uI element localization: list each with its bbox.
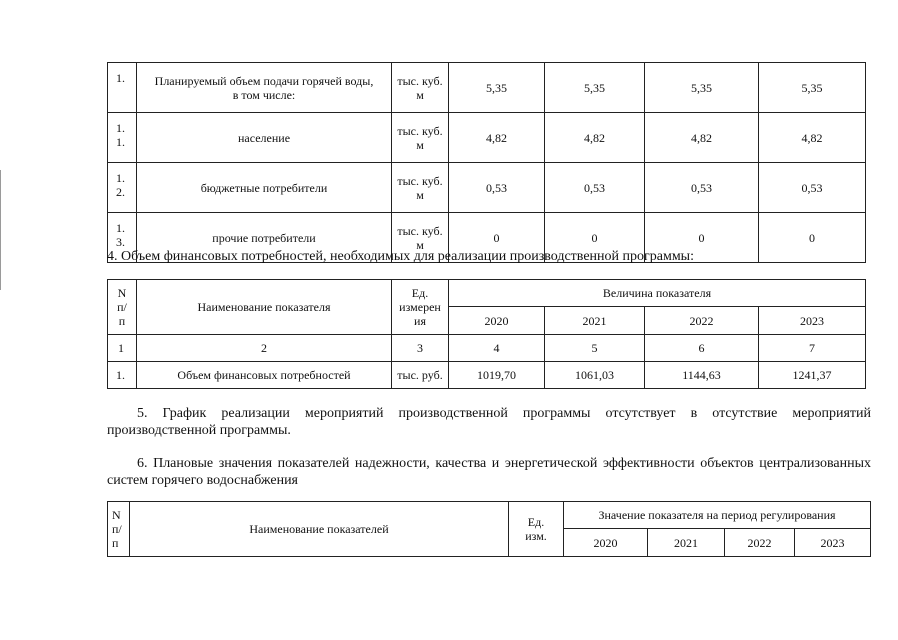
- header-year-2020: 2020: [564, 529, 648, 557]
- row-value-2022: 0,53: [645, 163, 759, 213]
- row-value-2023: 5,35: [759, 63, 866, 113]
- row-value-2020: 0: [449, 213, 545, 263]
- header-year-2021: 2021: [545, 307, 645, 335]
- row-value-2020: 0,53: [449, 163, 545, 213]
- row-value-2023: 0,53: [759, 163, 866, 213]
- header-year-2022: 2022: [725, 529, 795, 557]
- table-row: [108, 335, 866, 362]
- row-value-2023: 4,82: [759, 113, 866, 163]
- section-6-text: 6. Плановые значения показателей надежности, качества и энергетической эффективности объектов централизованных систем горячего водоснабжения: [107, 456, 871, 488]
- index-cell: 3: [392, 335, 449, 362]
- row-value-2023: 1241,37: [759, 362, 866, 389]
- row-value-2023: 0: [759, 213, 866, 263]
- row-value-2021: 4,82: [545, 113, 645, 163]
- table-row: [108, 163, 866, 213]
- table-row: [108, 63, 866, 113]
- row-value-2022: 0: [645, 213, 759, 263]
- header-number: N п/ п: [108, 280, 137, 335]
- header-unit: Ед. изм.: [509, 502, 564, 557]
- row-value-2022: 1144,63: [645, 362, 759, 389]
- row-number: 1. 1.: [108, 113, 137, 163]
- row-unit: тыс. руб.: [392, 362, 449, 389]
- header-name: Наименование показателей: [130, 502, 509, 557]
- table-row: [108, 113, 866, 163]
- section-4-heading: 4. Объем финансовых потребностей, необходимых для реализации производственной программы:: [107, 249, 694, 264]
- row-number: 1.: [108, 63, 137, 113]
- row-name: прочие потребители: [137, 213, 392, 263]
- row-name: Объем финансовых потребностей: [137, 362, 392, 389]
- row-value-2021: 1061,03: [545, 362, 645, 389]
- index-cell: 1: [108, 335, 137, 362]
- header-year-2021: 2021: [648, 529, 725, 557]
- header-value-group: Величина показателя: [449, 280, 866, 307]
- section-5-text: 5. График реализации мероприятий производственной программы отсутствует в отсутствие мероприятий производственной программы.: [107, 406, 871, 438]
- row-unit: тыс. куб. м: [392, 63, 449, 113]
- row-value-2020: 5,35: [449, 63, 545, 113]
- header-number: N п/ п: [108, 502, 130, 557]
- index-cell: 5: [545, 335, 645, 362]
- financial-needs-table: [107, 279, 866, 389]
- section-5-paragraph: [107, 405, 871, 439]
- index-cell: 7: [759, 335, 866, 362]
- row-value-2020: 1019,70: [449, 362, 545, 389]
- row-value-2021: 5,35: [545, 63, 645, 113]
- row-number: 1.: [108, 362, 137, 389]
- hot-water-volume-table: [107, 62, 866, 263]
- header-unit: Ед. измерен ия: [392, 280, 449, 335]
- row-number: 1. 3.: [108, 213, 137, 263]
- header-value-group: Значение показателя на период регулирования: [564, 502, 871, 529]
- row-value-2021: 0: [545, 213, 645, 263]
- section-6-paragraph: [107, 455, 871, 489]
- reliability-indicators-table: [107, 501, 871, 557]
- header-year-2023: 2023: [795, 529, 871, 557]
- index-cell: 4: [449, 335, 545, 362]
- row-name: бюджетные потребители: [137, 163, 392, 213]
- row-value-2022: 4,82: [645, 113, 759, 163]
- row-unit: тыс. куб. м: [392, 213, 449, 263]
- header-name: Наименование показателя: [137, 280, 392, 335]
- table-row: [108, 362, 866, 389]
- row-value-2021: 0,53: [545, 163, 645, 213]
- row-number: 1. 2.: [108, 163, 137, 213]
- row-unit: тыс. куб. м: [392, 113, 449, 163]
- index-cell: 2: [137, 335, 392, 362]
- row-name: население: [137, 113, 392, 163]
- row-value-2022: 5,35: [645, 63, 759, 113]
- header-year-2020: 2020: [449, 307, 545, 335]
- index-cell: 6: [645, 335, 759, 362]
- row-unit: тыс. куб. м: [392, 163, 449, 213]
- page-edge-line: [0, 170, 1, 290]
- header-year-2022: 2022: [645, 307, 759, 335]
- row-value-2020: 4,82: [449, 113, 545, 163]
- header-year-2023: 2023: [759, 307, 866, 335]
- row-name: Планируемый объем подачи горячей воды, в том числе:: [137, 63, 392, 113]
